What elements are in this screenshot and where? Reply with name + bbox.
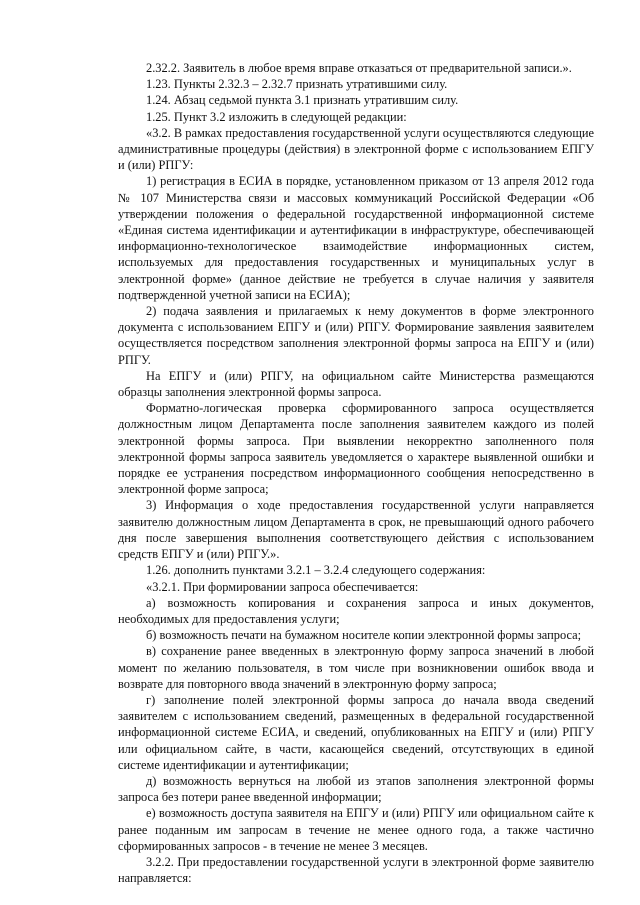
paragraph-format-check: Форматно-логическая проверка сформированного запроса осуществляется должностным лицом Департамента после заполнения заявителем каждого из полей электронной формы запроса. При выявлении некорректно заполненного поля электронной формы запроса заявитель уведомляется о характере выявленной ошибки и порядке ее устранения посредством информационного сообщения непосредственно в электронной форме запроса; [118,401,594,497]
paragraph-samples: На ЕПГУ и (или) РПГУ, на официальном сайте Министерства размещаются образцы заполнения электронной формы запроса. [118,368,594,400]
paragraph-item-3: 3) Информация о ходе предоставления государственной услуги направляется заявителю должностным лицом Департамента в срок, не превышающий одного рабочего дня после завершения выполнения соответствующего действия с использованием средств ЕПГУ и (или) РПГУ.». [118,498,594,562]
paragraph-1-26: 1.26. дополнить пунктами 3.2.1 – 3.2.4 следующего содержания: [146,563,486,578]
paragraph-3-2-2: 3.2.2. При предоставлении государственной услуги в электронной форме заявителю направляется: [118,854,594,886]
paragraph-item-b: б) возможность печати на бумажном носителе копии электронной формы запроса; [146,628,582,643]
paragraph-3-2: «3.2. В рамках предоставления государственной услуги осуществляются следующие административные процедуры (действия) в электронной форме с использованием ЕПГУ и (или) РПГУ: [118,125,594,173]
document-page [118,60,594,886]
paragraph-item-g: г) заполнение полей электронной формы запроса до начала ввода сведений заявителем с использованием сведений, размещенных в федеральной государственной информационной системе ЕСИА, и сведений, опубликованных на ЕПГУ и (или) РПГУ или официальном сайте, в части, касающейся сведений, отсутствующих в единой системе идентификации и аутентификации; [118,692,594,772]
paragraph-item-2: 2) подача заявления и прилагаемых к нему документов в форме электронного документа с использованием ЕПГУ и (или) РПГУ. Формирование заявления заявителем осуществляется посредством заполнения электронной формы запроса на ЕПГУ и (или) РПГУ. [118,304,594,367]
paragraph-1-25: 1.25. Пункт 3.2 изложить в следующей редакции: [146,109,407,124]
paragraph-3-2-1: «3.2.1. При формировании запроса обеспечивается: [146,579,419,594]
paragraph-item-d: д) возможность вернуться на любой из этапов заполнения электронной формы запроса без потери ранее введенной информации; [118,773,594,805]
paragraph-1-23: 1.23. Пункты 2.32.3 – 2.32.7 признать утратившими силу. [146,77,448,92]
paragraph-item-a: а) возможность копирования и сохранения запроса и иных документов, необходимых для предоставления услуги; [118,595,594,626]
paragraph-item-e: е) возможность доступа заявителя на ЕПГУ и (или) РПГУ или официальном сайте к ранее поданным им запросам в течение не менее одного года, а также частично сформированных запросов - в течение не менее 3 месяцев. [118,806,594,853]
paragraph-1-24: 1.24. Абзац седьмой пункта 3.1 признать утратившим силу. [146,93,459,108]
paragraph-2-32-2: 2.32.2. Заявитель в любое время вправе отказаться от предварительной записи.». [146,61,572,75]
paragraph-item-v: в) сохранение ранее введенных в электронную форму запроса значений в любой момент по желанию пользователя, в том числе при возникновении ошибок ввода и возврате для повторного ввода значений в электронную форму запроса; [118,644,594,691]
paragraph-item-1: 1) регистрация в ЕСИА в порядке, установленном приказом от 13 апреля 2012 года № 107 Министерства связи и массовых коммуникаций Российской Федерации «Об утверждении положения о федеральной государственной информационной системе «Единая система идентификации и аутентификации в инфраструктуре, обеспечивающей информационно-технологическое взаимодействие информационных систем, используемых для предоставления государственных и муниципальных услуг в электронной форме» (данное действие не требуется в случае наличия у заявителя подтвержденной учетной записи на ЕСИА); [118,174,594,302]
